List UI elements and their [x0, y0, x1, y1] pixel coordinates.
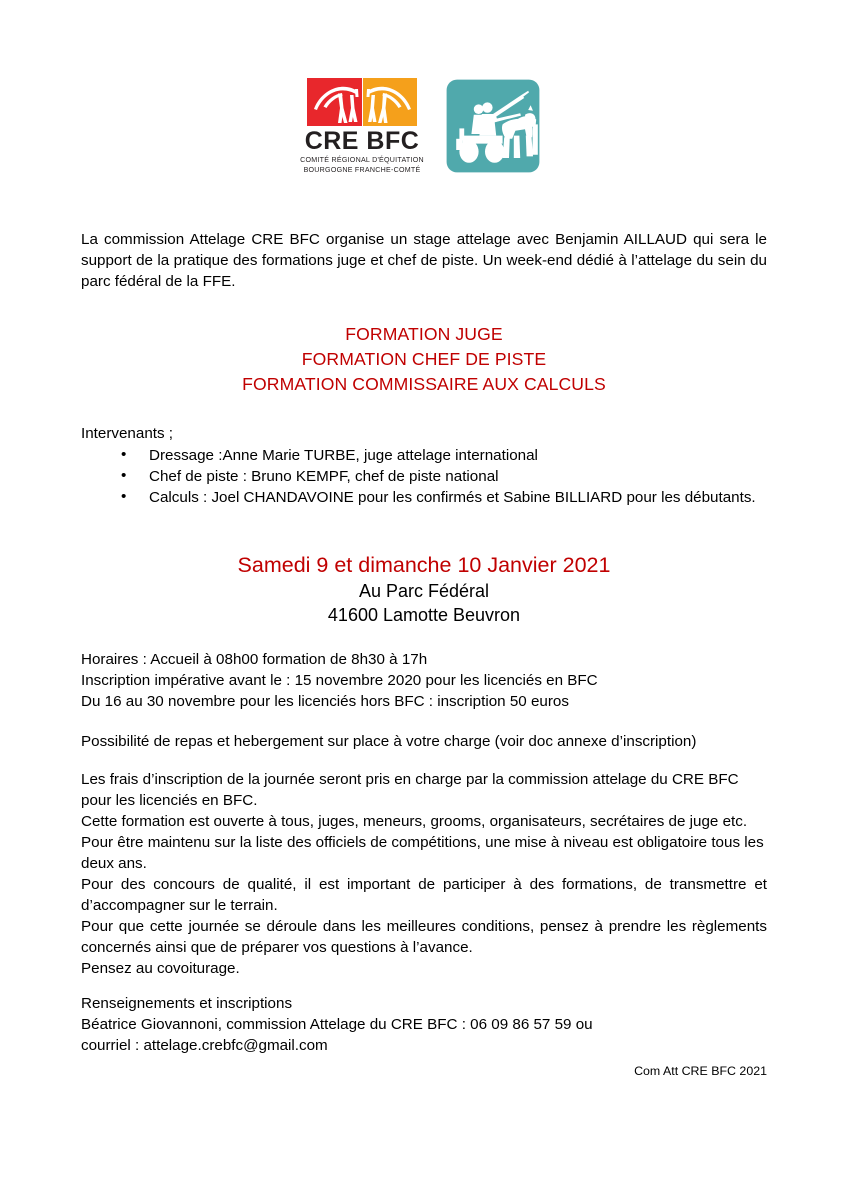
formation-title-chef-de-piste: FORMATION CHEF DE PISTE	[301, 348, 547, 369]
inscription-hors-bfc-line: Du 16 au 30 novembre pour les licenciés hors BFC : inscription 50 euros	[81, 692, 569, 710]
intro-paragraph: La commission Attelage CRE BFC organise un stage attelage avec Benjamin AILLAUD qui sera le support de la pratique des formations juge et chef de piste. Un week-end dédié à l’attelage du sein du parc fédéral de la FFE.	[81, 231, 767, 290]
list-item-label: Calculs : Joel CHANDAVOINE pour les confirmés et Sabine BILLIARD pour les débutants.	[149, 488, 756, 506]
bullet-icon: •	[121, 487, 127, 505]
bullet-icon: •	[121, 445, 127, 463]
document-footer: Com Att CRE BFC 2021	[634, 1064, 767, 1078]
list-item	[121, 488, 767, 509]
formation-title-juge: FORMATION JUGE	[345, 324, 503, 344]
repas-block	[81, 732, 767, 753]
contact-block	[81, 994, 767, 1057]
contact-email: courriel : attelage.crebfc@gmail.com	[81, 1036, 328, 1054]
horaires-block	[81, 650, 767, 713]
logo-band	[0, 78, 848, 178]
body-paragraph-concours-qualite: Pour des concours de qualité, il est important de participer à des formations, de transmettre et d’accompagner sur le terrain.	[81, 875, 767, 914]
list-item-label: Chef de piste : Bruno KEMPF, chef de piste national	[149, 467, 499, 485]
list-item-label: Dressage :Anne Marie TURBE, juge attelage international	[149, 446, 538, 464]
bullet-icon: •	[121, 466, 127, 484]
body-paragraph-frais: Les frais d’inscription de la journée seront pris en charge par la commission attelage du CRE BFC pour les licenciés en BFC.	[81, 771, 739, 809]
body-block	[81, 770, 767, 980]
event-block	[81, 551, 767, 627]
event-address: 41600 Lamotte Beuvron	[327, 604, 521, 625]
intro-block	[81, 230, 767, 293]
cre-bfc-horses-icon	[307, 78, 417, 126]
list-item	[121, 467, 767, 488]
body-paragraph-covoiturage: Pensez au covoiturage.	[81, 959, 240, 977]
intervenants-list	[81, 446, 767, 509]
body-paragraph-mise-a-niveau: Pour être maintenu sur la liste des officiels de compétitions, une mise à niveau est obligatoire tous les deux ans.	[81, 833, 764, 872]
intervenants-block	[81, 424, 767, 509]
event-date: Samedi 9 et dimanche 10 Janvier 2021	[237, 553, 611, 577]
event-venue: Au Parc Fédéral	[358, 580, 490, 601]
formation-titles	[81, 322, 767, 397]
cre-bfc-subtitle-line1: COMITÉ RÉGIONAL D'ÉQUITATION	[300, 155, 424, 164]
attelage-carriage-driving-icon	[445, 78, 541, 174]
body-paragraph-ouverture: Cette formation est ouverte à tous, juges, meneurs, grooms, organisateurs, secrétaires de juge etc.	[81, 812, 748, 830]
list-item	[121, 446, 767, 467]
cre-bfc-logo	[300, 78, 424, 175]
inscription-deadline-line: Inscription impérative avant le : 15 novembre 2020 pour les licenciés en BFC	[81, 671, 598, 689]
formation-title-commissaire-aux-calculs: FORMATION COMMISSAIRE AUX CALCULS	[242, 373, 606, 394]
horaires-line: Horaires : Accueil à 08h00 formation de 8h30 à 17h	[81, 651, 428, 668]
intervenants-label: Intervenants ;	[81, 425, 174, 442]
contact-heading: Renseignements et inscriptions	[81, 995, 293, 1012]
body-paragraph-conditions: Pour que cette journée se déroule dans les meilleures conditions, pensez à prendre les règlements concernés ainsi que de préparer vos questions à l’avance.	[81, 917, 767, 956]
contact-person: Béatrice Giovannoni, commission Attelage du CRE BFC : 06 09 86 57 59 ou	[81, 1015, 593, 1033]
cre-bfc-subtitle-line2: BOURGOGNE FRANCHE-COMTÉ	[303, 165, 421, 174]
repas-hebergement-line: Possibilité de repas et hebergement sur place à votre charge (voir doc annexe d’inscription)	[81, 733, 697, 750]
cre-bfc-wordmark: CRE BFC	[304, 127, 420, 155]
